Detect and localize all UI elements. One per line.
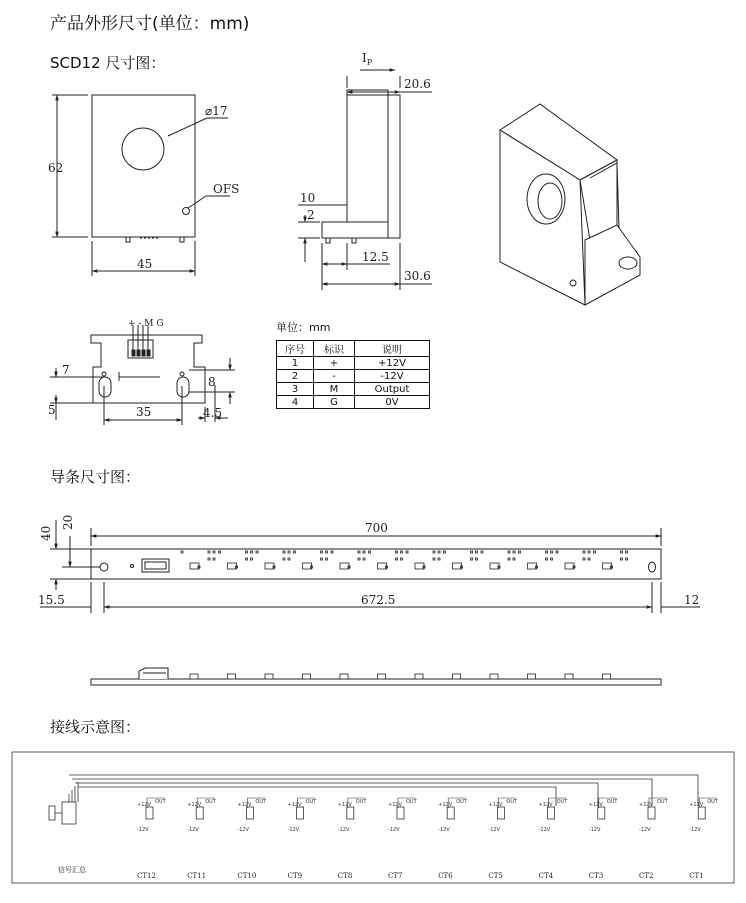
bar-side-tab — [378, 674, 386, 679]
bar-d672-5-dim: 672.5 — [361, 593, 396, 607]
bar-d20-dim: 20 — [61, 514, 75, 530]
bar-side-tab — [453, 674, 461, 679]
wiring-channel-label: CT4 — [538, 872, 554, 880]
bar-side-tab — [415, 674, 423, 679]
plus-12v-label: +12V — [337, 802, 352, 808]
pin-table-row — [277, 396, 430, 409]
minus-12v-label: -12V — [187, 827, 199, 833]
plus-12v-label: +12V — [187, 802, 202, 808]
out-label: OUT — [657, 799, 668, 805]
plus-12v-label: +12V — [639, 802, 653, 808]
pin-table-cell: 4 — [277, 396, 314, 409]
bar-side-view — [91, 668, 661, 685]
wiring-title: 接线示意图： — [50, 718, 141, 736]
wiring-channel-label: CT7 — [388, 872, 403, 880]
plus-12v-label: +12V — [237, 802, 252, 808]
wiring-channel-label: CT1 — [689, 872, 704, 880]
out-label: OUT — [556, 799, 568, 805]
out-label: OUT — [707, 799, 718, 805]
pin-table-cell: 2 — [277, 370, 314, 383]
minus-12v-label: -12V — [438, 827, 450, 833]
bar-side-tab — [303, 674, 311, 679]
pin-table-row — [277, 370, 430, 383]
side-d2-dim: 2 — [307, 208, 315, 222]
plus-12v-label: +12V — [438, 802, 453, 808]
plus-12v-label: +12V — [287, 802, 302, 808]
out-label: OUT — [155, 799, 166, 805]
wiring-channel-label: CT5 — [488, 872, 503, 880]
bottom-pins-label: + - M G — [128, 319, 164, 329]
plus-12v-label: +12V — [488, 802, 503, 808]
wiring-channel-label: CT2 — [639, 872, 654, 880]
outline-title: 产品外形尺寸(单位：mm) — [50, 14, 250, 34]
out-label: OUT — [606, 799, 618, 805]
bar-d700-dim: 700 — [365, 521, 388, 535]
minus-12v-label: -12V — [287, 827, 300, 833]
pin-table-cell: 1 — [277, 357, 314, 370]
out-label: OUT — [255, 799, 267, 805]
side-d30-6-dim: 30.6 — [404, 269, 431, 283]
front-width-dim: 45 — [137, 257, 153, 271]
plus-12v-label: +12V — [137, 802, 151, 808]
side-d12-5-dim: 12.5 — [362, 250, 389, 264]
pin-table-cell: +12V — [355, 357, 430, 370]
front-view — [52, 95, 230, 276]
pin-table-header — [277, 341, 430, 357]
bar-side-tab — [340, 674, 348, 679]
bottom-d8-dim: 8 — [208, 375, 216, 389]
pin-table-header-cell: 说明 — [355, 341, 430, 357]
bar-side-tab — [565, 674, 573, 679]
minus-12v-label: -12V — [588, 827, 601, 833]
pin-table-cell: 0V — [355, 396, 430, 409]
pin-table-cell: -12V — [355, 370, 430, 383]
bottom-d35-dim: 35 — [136, 405, 152, 419]
bar-side-tabs — [190, 674, 611, 679]
out-label: OUT — [305, 799, 317, 805]
plus-12v-label: +12V — [689, 802, 704, 808]
front-height-dim: 62 — [48, 161, 64, 175]
minus-12v-label: -12V — [689, 827, 701, 833]
wiring-channel-label: CT3 — [588, 872, 604, 880]
out-label: OUT — [406, 799, 417, 805]
wiring-channel-label: CT8 — [337, 872, 353, 880]
pin-table-cell: G — [314, 396, 355, 409]
minus-12v-label: -12V — [337, 827, 350, 833]
minus-12v-label: -12V — [388, 827, 400, 833]
minus-12v-label: -12V — [488, 827, 500, 833]
wiring-channel-label: CT11 — [187, 872, 207, 880]
bottom-d7-dim: 7 — [62, 363, 70, 377]
pin-table-unit: 单位：mm — [276, 321, 331, 334]
bar-d40-dim: 40 — [39, 525, 53, 541]
pin-table-cell: M — [314, 383, 355, 396]
pin-table — [276, 340, 430, 409]
bar-side-tab — [490, 674, 498, 679]
pin-table-cell: 3 — [277, 383, 314, 396]
bar-d12-dim: 12 — [684, 593, 700, 607]
plus-12v-label: +12V — [538, 802, 553, 808]
out-label: OUT — [506, 799, 518, 805]
pin-table-row — [277, 383, 430, 396]
model-title: SCD12 尺寸图： — [50, 54, 166, 72]
wiring-channel-label: CT9 — [287, 872, 303, 880]
minus-12v-label: -12V — [639, 827, 651, 833]
signal-summary-label: 信号汇总 — [58, 866, 86, 874]
ip-label: $I_P$ — [362, 51, 373, 67]
plus-12v-label: +12V — [388, 802, 402, 808]
side-depth-dim: 20.6 — [404, 77, 431, 91]
wiring-channel-label: CT6 — [438, 872, 453, 880]
hole-dim: ⌀17 — [205, 104, 228, 118]
pin-table-header-cell: 序号 — [277, 341, 314, 357]
wiring-channel-label: CT10 — [237, 872, 257, 880]
minus-12v-label: -12V — [237, 827, 249, 833]
bar-d15-5-dim: 15.5 — [38, 593, 65, 607]
pin-table-cell: + — [314, 357, 355, 370]
iso-view — [500, 104, 640, 305]
pin-table-cell: - — [314, 370, 355, 383]
pin-table-cell: Output — [355, 383, 430, 396]
bar-side-tab — [265, 674, 273, 679]
minus-12v-label: -12V — [137, 827, 149, 833]
side-d10-dim: 10 — [300, 191, 316, 205]
plus-12v-label: +12V — [588, 802, 603, 808]
minus-12v-label: -12V — [538, 827, 551, 833]
ofs-label: OFS — [213, 182, 240, 196]
bar-side-tab — [603, 674, 611, 679]
bar-side-tab — [528, 674, 536, 679]
out-label: OUT — [205, 799, 216, 805]
bar-side-tab — [190, 674, 198, 679]
pin-table-header-cell: 标识 — [314, 341, 355, 357]
out-label: OUT — [355, 799, 367, 805]
out-label: OUT — [456, 799, 467, 805]
bottom-d5-dim: 5 — [48, 403, 56, 417]
bar-side-tab — [228, 674, 236, 679]
pin-table-row — [277, 357, 430, 370]
bottom-d4-5-dim: 4.5 — [203, 406, 223, 420]
bar-title: 导条尺寸图： — [50, 468, 141, 486]
wiring-diagram — [12, 752, 734, 883]
wiring-channel-label: CT12 — [137, 872, 156, 880]
